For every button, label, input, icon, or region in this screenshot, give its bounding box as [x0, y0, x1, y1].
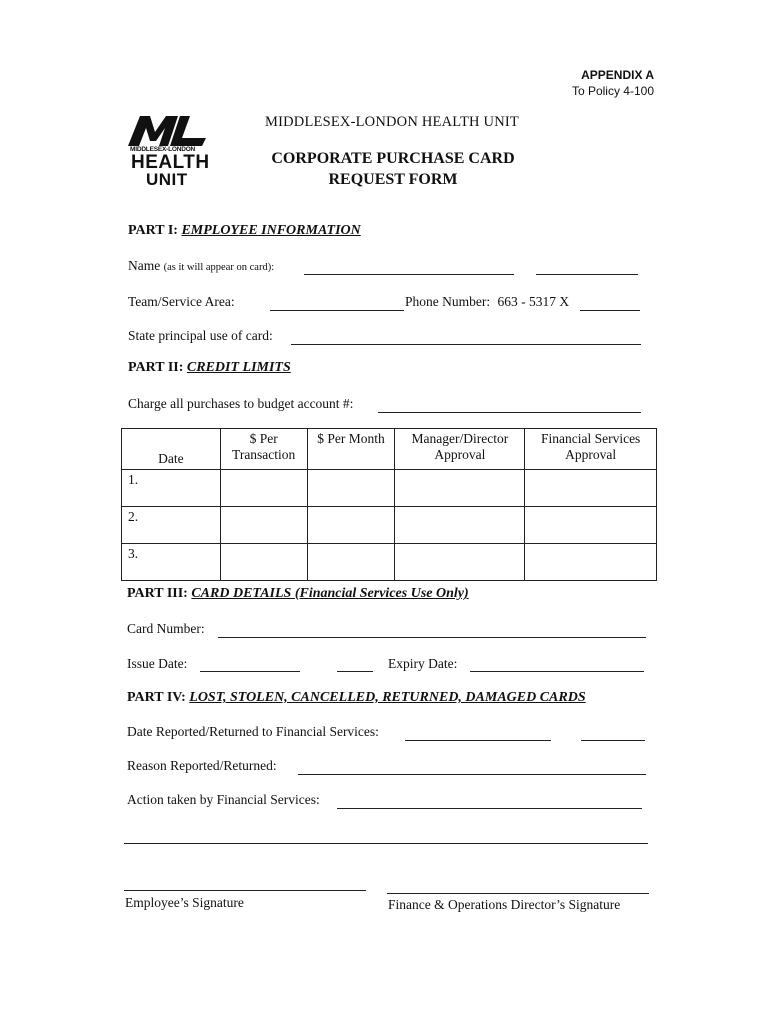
- header-manager-line1: Manager/Director: [411, 431, 509, 446]
- header-financial-line2: Approval: [565, 447, 617, 462]
- director-signature-line[interactable]: [387, 893, 649, 894]
- per-month-cell[interactable]: [307, 544, 395, 581]
- employee-signature-label: Employee’s Signature: [125, 895, 244, 910]
- name-label: [128, 258, 274, 274]
- appendix-label: APPENDIX A: [581, 68, 654, 82]
- part2-heading: [128, 360, 291, 376]
- name-field-extra[interactable]: [536, 274, 638, 275]
- phone-extension-field[interactable]: [580, 310, 640, 311]
- manager-approval-cell[interactable]: [395, 544, 525, 581]
- phone-label: [405, 294, 569, 310]
- header-per-month: $ Per Month: [307, 429, 395, 470]
- policy-reference: To Policy 4-100: [571, 84, 654, 98]
- part3-heading: [127, 586, 469, 602]
- header-per-transaction-line1: $ Per: [249, 431, 278, 446]
- header-financial-line1: Financial Services: [540, 431, 641, 446]
- part4-prefix: PART IV:: [127, 690, 186, 705]
- manager-approval-cell[interactable]: [395, 507, 525, 544]
- organization-name: MIDDLESEX-LONDON HEALTH UNIT: [265, 114, 519, 130]
- employee-signature-line[interactable]: [124, 890, 366, 891]
- logo-health-text: HEALTH: [131, 152, 210, 173]
- budget-account-field[interactable]: [378, 412, 641, 413]
- logo-small-text: MIDDLESEX-LONDON: [130, 146, 196, 153]
- per-month-cell[interactable]: [307, 507, 395, 544]
- part1-heading: [128, 223, 361, 239]
- credit-limits-table: [121, 428, 657, 581]
- issue-date-field-extra[interactable]: [337, 671, 373, 672]
- phone-label-text: Phone Number:: [405, 294, 491, 309]
- form-title-line1: CORPORATE PURCHASE CARD: [271, 150, 515, 167]
- part3-title: CARD DETAILS (Financial Services Use Only): [191, 586, 469, 601]
- card-number-label: Card Number:: [127, 621, 205, 636]
- reason-label: Reason Reported/Returned:: [127, 758, 277, 773]
- reason-field[interactable]: [298, 774, 646, 775]
- part4-heading: [127, 690, 586, 706]
- expiry-date-field[interactable]: [470, 671, 644, 672]
- expiry-date-label: Expiry Date:: [388, 656, 458, 671]
- ml-logo-mark-icon: [128, 112, 210, 146]
- per-transaction-cell[interactable]: [220, 544, 307, 581]
- issue-date-label: Issue Date:: [127, 656, 188, 671]
- use-label: State principal use of card:: [128, 328, 273, 343]
- part2-prefix: PART II:: [128, 360, 184, 375]
- date-reported-field-extra[interactable]: [581, 740, 645, 741]
- use-field[interactable]: [291, 344, 641, 345]
- header-manager-line2: Approval: [434, 447, 486, 462]
- logo-unit-text: UNIT: [146, 170, 188, 189]
- table-header-row: [122, 429, 657, 470]
- action-label: Action taken by Financial Services:: [127, 792, 320, 807]
- header-manager-approval: [395, 429, 525, 470]
- table-row: [122, 470, 657, 507]
- part3-prefix: PART III:: [127, 586, 188, 601]
- card-number-field[interactable]: [218, 637, 646, 638]
- budget-label: Charge all purchases to budget account #:: [128, 396, 354, 411]
- table-row: [122, 544, 657, 581]
- form-title-line2: REQUEST FORM: [328, 171, 458, 188]
- director-signature-label: Finance & Operations Director’s Signature: [388, 897, 621, 912]
- part1-prefix: PART I:: [128, 223, 178, 238]
- table-row: [122, 507, 657, 544]
- manager-approval-cell[interactable]: [395, 470, 525, 507]
- issue-date-field[interactable]: [200, 671, 300, 672]
- per-transaction-cell[interactable]: [220, 470, 307, 507]
- action-field[interactable]: [337, 808, 642, 809]
- per-month-cell[interactable]: [307, 470, 395, 507]
- date-reported-field[interactable]: [405, 740, 551, 741]
- financial-approval-cell[interactable]: [525, 544, 657, 581]
- financial-approval-cell[interactable]: [525, 470, 657, 507]
- phone-prefix: 663 - 5317 X: [497, 294, 570, 309]
- financial-approval-cell[interactable]: [525, 507, 657, 544]
- header-per-transaction: [220, 429, 307, 470]
- part2-title: CREDIT LIMITS: [186, 360, 291, 375]
- row-number: 2.: [122, 507, 221, 544]
- header-per-transaction-line2: Transaction: [232, 447, 296, 462]
- form-title: [262, 148, 524, 190]
- header-date: Date: [122, 429, 221, 470]
- team-label: Team/Service Area:: [128, 294, 235, 309]
- name-label-text: Name: [128, 258, 161, 273]
- team-field[interactable]: [270, 310, 404, 311]
- name-field[interactable]: [304, 274, 514, 275]
- date-reported-label: Date Reported/Returned to Financial Services:: [127, 724, 379, 739]
- header-financial-approval: [525, 429, 657, 470]
- action-field-continued[interactable]: [124, 843, 648, 844]
- part4-title: LOST, STOLEN, CANCELLED, RETURNED, DAMAGED CARDS: [189, 690, 586, 705]
- row-number: 1.: [122, 470, 221, 507]
- health-unit-logo: [128, 112, 238, 192]
- part1-title: EMPLOYEE INFORMATION: [181, 223, 361, 238]
- row-number: 3.: [122, 544, 221, 581]
- name-note: (as it will appear on card):: [163, 262, 275, 273]
- per-transaction-cell[interactable]: [220, 507, 307, 544]
